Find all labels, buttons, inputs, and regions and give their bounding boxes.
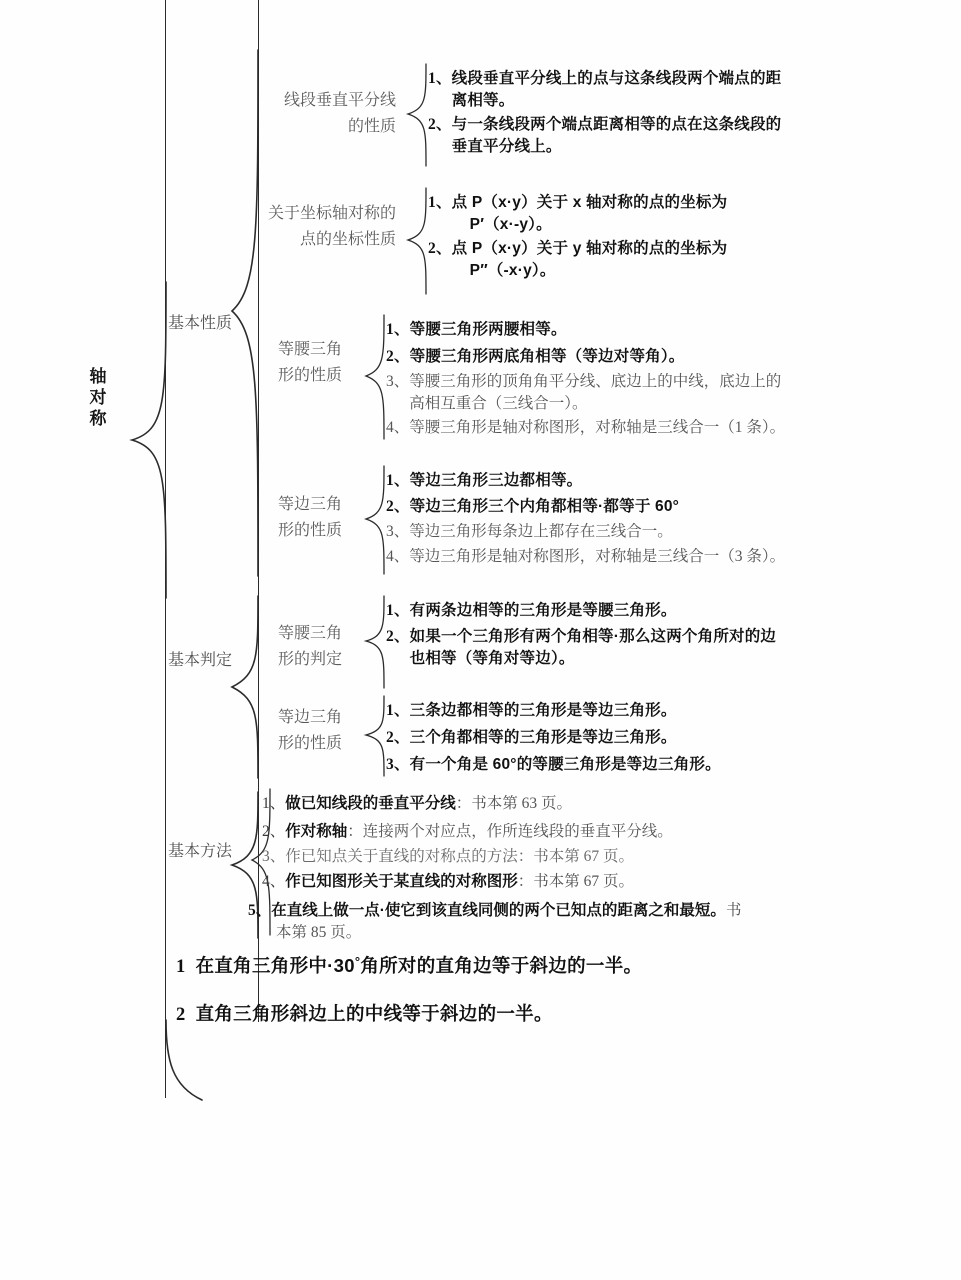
theorem-30-degree: [176, 952, 642, 978]
theorem-median-hypotenuse: [176, 1000, 553, 1026]
item-text-line: 点 P（x·y）关于 y 轴对称的点的坐标为: [451, 240, 728, 257]
theorem-text-before: 直角三角形斜边上的中线等于斜边的一半。: [195, 1003, 553, 1024]
item-text-bold: 作已知图形关于某直线的对称图形: [285, 873, 518, 890]
item-text-line: 垂直平分线上。: [451, 138, 562, 155]
brace-basic-properties: [228, 48, 262, 578]
item-text: 等边三角形每条边上都存在三线合一。: [409, 523, 673, 540]
item-text: 等腰三角形是轴对称图形，对称轴是三线合一（1 条）。: [409, 419, 786, 436]
item-text: [452, 190, 848, 234]
topic-label-coordinate-axis-symmetry: [248, 201, 396, 253]
topic-line-2: 的性质: [347, 118, 396, 135]
item-number: 2、: [428, 116, 452, 133]
brace-topic-coordinate-axis: [404, 186, 430, 296]
item-number: 2、: [386, 348, 410, 365]
item-text: [452, 66, 848, 110]
item-text: [285, 791, 842, 813]
items-equilateral-triangle-properties: [386, 468, 836, 566]
theorem-text-before: 在直角三角形中·30: [195, 955, 355, 976]
item-text: 本第 85 页。: [276, 924, 362, 941]
list-item: [386, 344, 836, 366]
item-text: [452, 236, 848, 280]
item-text: [409, 369, 836, 413]
topic-line-1: 线段垂直平分线: [283, 92, 396, 109]
topic-line-1: 等边三角: [277, 496, 342, 513]
item-text: 有两条边相等的三角形是等腰三角形。: [409, 602, 677, 619]
item-number: 3、: [386, 523, 410, 540]
item-text: 三条边都相等的三角形是等边三角形。: [409, 702, 677, 719]
topic-line-2: 点的坐标性质: [299, 231, 396, 248]
topic-line-1: 关于坐标轴对称的: [267, 205, 396, 222]
item-number: 5、: [248, 902, 272, 919]
topic-label-isosceles-triangle-properties: [262, 337, 358, 389]
items-isosceles-triangle-determination: [386, 598, 836, 668]
items-isosceles-triangle-properties: [386, 317, 836, 437]
item-text: 等边三角形三边都相等。: [409, 472, 583, 489]
item-text: 有一个角是 60°的等腰三角形是等边三角形。: [409, 756, 721, 773]
list-item: [386, 494, 836, 516]
item-number: 1、: [386, 321, 410, 338]
item-number: 2、: [386, 628, 410, 645]
item-text: [410, 624, 836, 668]
root-label-char-1: 轴: [89, 367, 107, 386]
topic-line-1: 等腰三角: [277, 341, 342, 358]
item-text: 等腰三角形两底角相等（等边对等角）。: [409, 348, 685, 365]
list-item: [386, 752, 836, 774]
brace-topic-equilateral-properties: [362, 464, 388, 576]
list-item: [428, 66, 848, 110]
list-item: [386, 519, 836, 541]
list-item: [262, 844, 842, 866]
item-text-line: P′（x·-y）。: [469, 216, 552, 233]
list-item: [386, 317, 836, 339]
item-text-line: P″（-x·y）。: [469, 262, 556, 279]
item-number: 3、: [386, 756, 410, 773]
item-text-bold: 在直线上做一点·使它到该直线同侧的两个已知点的距离之和最短。: [271, 902, 726, 919]
list-item: [386, 698, 836, 720]
theorem-text-after: 角所对的直角边等于斜边的一半。: [360, 955, 643, 976]
item-number: 4、: [386, 419, 410, 436]
item-number: 2、: [262, 823, 286, 840]
item-number: 1、: [428, 70, 452, 87]
items-coordinate-axis-symmetry: [428, 190, 848, 280]
list-item: [386, 544, 836, 566]
brace-topic-isosceles-properties: [362, 313, 388, 441]
brace-topic-equilateral-determination: [362, 694, 388, 778]
list-item: [428, 190, 848, 234]
item-number: 4、: [386, 548, 410, 565]
item-number: 1、: [262, 795, 286, 812]
list-item: [428, 236, 848, 280]
list-item: [248, 898, 848, 920]
category-label-basic-determination: 基本判定: [168, 652, 233, 669]
item-text-light: ：连接两个对应点，作所连线段的垂直平分线。: [347, 823, 673, 840]
list-item: [386, 624, 836, 668]
items-perpendicular-bisector-properties: [428, 66, 848, 156]
list-item: [262, 869, 842, 891]
root-label-char-2: 对: [89, 388, 107, 407]
topic-line-2: 形的性质: [277, 522, 342, 539]
topic-label-equilateral-triangle-determination: [262, 705, 358, 757]
topic-line-2: 形的性质: [277, 367, 342, 384]
brace-topic-perpendicular-bisector: [404, 62, 430, 168]
item-number: 4、: [262, 873, 286, 890]
item-text-line: 如果一个三角形有两个角相等·那么这两个角所对的边: [409, 628, 777, 645]
item-text-bold: 做已知线段的垂直平分线: [285, 795, 456, 812]
category-label-basic-methods: 基本方法: [168, 843, 233, 860]
item-text-line: 也相等（等角对等边）。: [409, 650, 575, 667]
items-basic-methods: [262, 791, 842, 894]
item-text-line: 离相等。: [451, 92, 515, 109]
category-label-basic-properties: 基本性质: [168, 315, 233, 332]
item-text-light: ：书本第 67 页。: [517, 873, 635, 890]
item-text: [285, 869, 842, 891]
list-item: [386, 369, 836, 413]
item-text-line: 点 P（x·y）关于 x 轴对称的点的坐标为: [451, 194, 728, 211]
items-basic-methods-overflow: [248, 898, 848, 942]
item-number: 1、: [386, 602, 410, 619]
theorem-number: 2: [176, 1005, 186, 1025]
root-label: [78, 366, 118, 429]
item-text: [452, 112, 848, 156]
root-brace: [126, 280, 172, 600]
item-text-bold: 作对称轴: [285, 823, 348, 840]
item-text-line: 线段垂直平分线上的点与这条线段两个端点的距: [451, 70, 782, 87]
item-text-line: 高相互重合（三线合一）。: [409, 395, 588, 412]
topic-line-2: 形的判定: [277, 651, 342, 668]
item-text: 等边三角形三个内角都相等·都等于 60°: [409, 498, 680, 515]
item-number: 3、: [386, 373, 410, 390]
item-text-line: 与一条线段两个端点距离相等的点在这条线段的: [451, 116, 782, 133]
items-equilateral-triangle-determination: [386, 698, 836, 774]
list-item: [386, 415, 836, 437]
item-text-light: 书: [725, 902, 742, 919]
item-number: 3、: [262, 848, 286, 865]
list-item: [262, 819, 842, 841]
topic-line-1: 等腰三角: [277, 625, 342, 642]
topic-line-2: 形的性质: [277, 735, 342, 752]
item-text-line: 等腰三角形的顶角角平分线、底边上的中线，底边上的: [409, 373, 782, 390]
topic-label-isosceles-triangle-determination: [262, 621, 358, 673]
item-text: [271, 898, 848, 920]
item-text-light: ：书本第 63 页。: [455, 795, 573, 812]
item-text: 等边三角形是轴对称图形，对称轴是三线合一（3 条）。: [409, 548, 786, 565]
list-item: [262, 791, 842, 813]
list-item: [386, 598, 836, 620]
brace-basic-determination: [228, 594, 262, 780]
item-text: 三个角都相等的三角形是等边三角形。: [409, 729, 677, 746]
list-item: [386, 468, 836, 490]
brace-topic-isosceles-determination: [362, 594, 388, 690]
item-number: 1、: [428, 194, 452, 211]
topic-line-1: 等边三角: [277, 709, 342, 726]
list-item: [428, 112, 848, 156]
item-number: 2、: [386, 498, 410, 515]
item-number: 1、: [386, 702, 410, 719]
item-number: 2、: [386, 729, 410, 746]
root-label-char-3: 称: [89, 409, 107, 428]
theorem-number: 1: [176, 957, 186, 977]
item-number: 2、: [428, 240, 452, 257]
item-text: 作已知点关于直线的对称点的方法：书本第 67 页。: [285, 848, 635, 865]
topic-label-perpendicular-bisector-properties: [268, 88, 396, 140]
outer-frame-tail: [160, 1020, 220, 1110]
degree-icon: °: [354, 954, 361, 970]
item-text: 等腰三角形两腰相等。: [409, 321, 567, 338]
list-item: [386, 725, 836, 747]
list-item: [248, 920, 848, 942]
item-text: [285, 819, 842, 841]
item-number: 1、: [386, 472, 410, 489]
topic-label-equilateral-triangle-properties: [262, 492, 358, 544]
